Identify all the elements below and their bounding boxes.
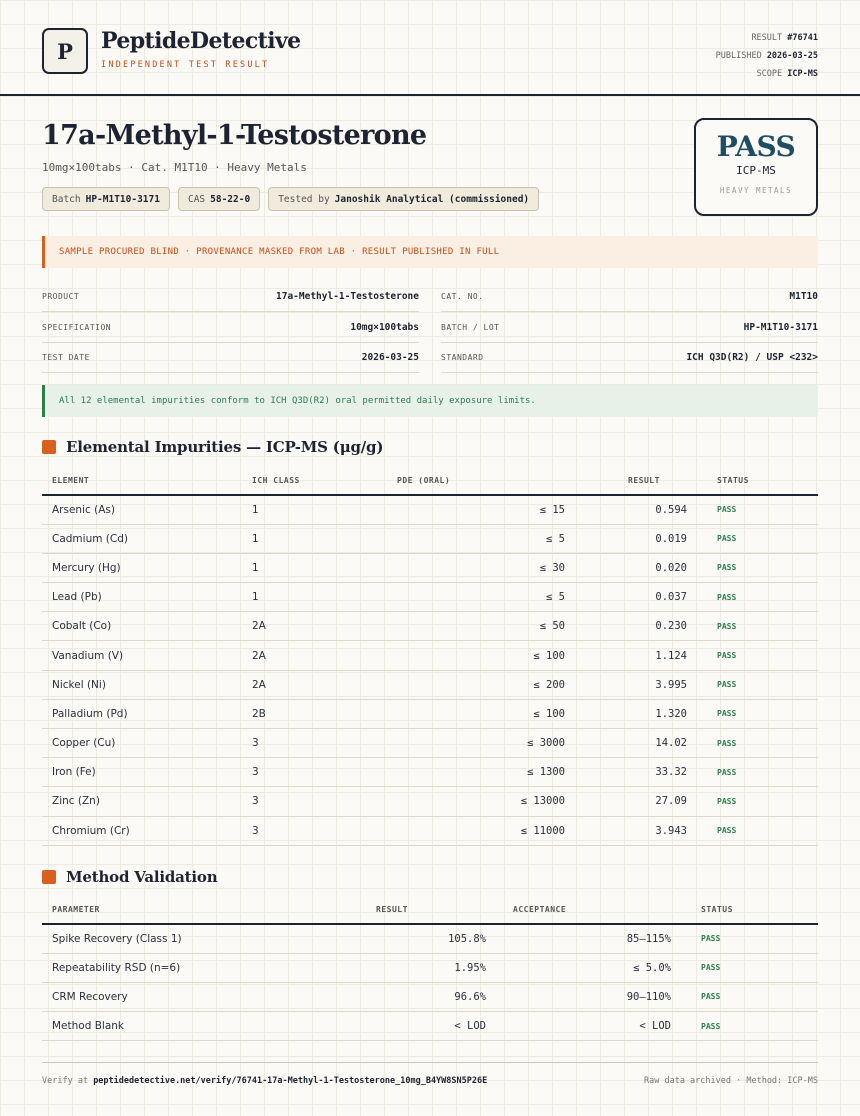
result-cell: 0.020: [575, 553, 697, 582]
result-cell: 1.320: [575, 699, 697, 728]
pass-stamp: [694, 118, 818, 216]
status-badge: PASS: [681, 953, 818, 982]
pde-cell: ≤ 100: [347, 641, 575, 670]
info-label: TEST DATE: [42, 352, 90, 362]
acceptance-cell: ≤ 5.0%: [496, 953, 681, 982]
table-row: [42, 583, 818, 612]
table-row: [42, 699, 818, 728]
table-row: [42, 670, 818, 699]
acceptance-cell: 90–110%: [496, 982, 681, 1011]
col-header: PARAMETER: [42, 896, 356, 924]
col-header: STATUS: [697, 467, 818, 495]
table-row: [42, 553, 818, 582]
status-badge: PASS: [697, 787, 818, 816]
stamp-category: HEAVY METALS: [719, 186, 793, 195]
table-row: [42, 729, 818, 758]
pde-cell: ≤ 200: [347, 670, 575, 699]
element-cell: Iron (Fe): [42, 758, 242, 787]
result-cell: < LOD: [356, 1012, 496, 1041]
archive-note: Raw data archived · Method: ICP-MS: [644, 1076, 818, 1086]
chip-value: HP-M1T10-3171: [85, 193, 160, 205]
info-batch-lot: [441, 312, 818, 343]
pde-cell: ≤ 1300: [347, 758, 575, 787]
table-row: [42, 982, 818, 1011]
logo-letter: P: [57, 38, 73, 64]
result-cell: 96.6%: [356, 982, 496, 1011]
section-title-text: Elemental Impurities — ICP-MS (μg/g): [66, 438, 384, 456]
table-row: [42, 816, 818, 845]
table-header-row: [42, 896, 818, 924]
element-cell: Cadmium (Cd): [42, 524, 242, 553]
element-cell: Copper (Cu): [42, 729, 242, 758]
cas-chip: [178, 187, 260, 211]
status-badge: PASS: [681, 924, 818, 953]
info-value: M1T10: [789, 290, 818, 302]
validation-section-title: [42, 868, 217, 886]
impurities-body: [42, 495, 818, 845]
stamp-verdict: PASS: [716, 130, 796, 163]
info-specification: [42, 312, 419, 343]
result-cell: 0.037: [575, 583, 697, 612]
parameter-cell: Repeatability RSD (n=6): [42, 953, 356, 982]
col-header: RESULT: [356, 896, 496, 924]
verify-label: Verify at: [42, 1076, 89, 1086]
notice-text: SAMPLE PROCURED BLIND · PROVENANCE MASKED FROM LAB · RESULT PUBLISHED IN FULL: [59, 247, 500, 257]
result-cell: 27.09: [575, 787, 697, 816]
impurities-section-title: [42, 438, 383, 456]
info-product: [42, 281, 419, 312]
status-badge: PASS: [697, 816, 818, 845]
logo: [42, 28, 88, 74]
pde-cell: ≤ 100: [347, 699, 575, 728]
element-cell: Lead (Pb): [42, 583, 242, 612]
acceptance-cell: 85–115%: [496, 924, 681, 953]
info-value: ICH Q3D(R2) / USP <232>: [686, 351, 818, 363]
brand-name: PeptideDetective: [101, 28, 301, 54]
stamp-method: ICP-MS: [736, 164, 776, 177]
brand-tagline: INDEPENDENT TEST RESULT: [101, 60, 270, 70]
result-cell: 1.95%: [356, 953, 496, 982]
report-meta: [716, 29, 818, 83]
conformance-text: All 12 elemental impurities conform to ICH Q3D(R2) oral permitted daily exposure limits.: [59, 396, 536, 406]
parameter-cell: Spike Recovery (Class 1): [42, 924, 356, 953]
pde-cell: ≤ 11000: [347, 816, 575, 845]
element-cell: Zinc (Zn): [42, 787, 242, 816]
batch-chip: [42, 187, 170, 211]
table-row: [42, 924, 818, 953]
table-row: [42, 758, 818, 787]
element-cell: Vanadium (V): [42, 641, 242, 670]
product-subtitle: 10mg×100tabs · Cat. M1T10 · Heavy Metals: [42, 161, 307, 174]
meta-scope-label: SCOPE: [756, 69, 783, 79]
status-badge: PASS: [697, 495, 818, 524]
info-label: CAT. NO.: [441, 291, 484, 301]
verify-link[interactable]: peptidedetective.net/verify/76741-17a-Methyl-1-Testosterone_10mg_B4YW8SN5P26E: [93, 1076, 488, 1086]
chip-value: 58-22-0: [210, 193, 251, 205]
ich-class-cell: 3: [242, 787, 347, 816]
page-title: 17a-Methyl-1-Testosterone: [42, 120, 427, 151]
pde-cell: ≤ 5: [347, 583, 575, 612]
status-badge: PASS: [697, 641, 818, 670]
info-standard: [441, 342, 818, 373]
status-badge: PASS: [681, 982, 818, 1011]
result-cell: 0.594: [575, 495, 697, 524]
meta-published-value: 2026-03-25: [766, 51, 818, 61]
ich-class-cell: 2A: [242, 612, 347, 641]
col-header: ELEMENT: [42, 467, 242, 495]
status-badge: PASS: [697, 670, 818, 699]
info-label: PRODUCT: [42, 291, 80, 301]
status-badge: PASS: [697, 553, 818, 582]
info-cat-no: [441, 281, 818, 312]
status-badge: PASS: [697, 612, 818, 641]
pde-cell: ≤ 30: [347, 553, 575, 582]
status-badge: PASS: [697, 758, 818, 787]
status-badge: PASS: [697, 729, 818, 758]
chip-label: Tested by: [278, 193, 330, 205]
table-row: [42, 641, 818, 670]
report-footer: [42, 1062, 818, 1086]
meta-scope: [716, 65, 818, 83]
element-cell: Cobalt (Co): [42, 612, 242, 641]
status-badge: PASS: [697, 583, 818, 612]
info-test-date: [42, 342, 419, 373]
impurities-table: [42, 467, 818, 846]
table-row: [42, 612, 818, 641]
chip-value: Janoshik Analytical (commissioned): [334, 193, 530, 205]
parameter-cell: CRM Recovery: [42, 982, 356, 1011]
procurement-notice: [42, 236, 818, 268]
chip-label: CAS: [187, 193, 206, 205]
pde-cell: ≤ 5: [347, 524, 575, 553]
info-label: STANDARD: [441, 352, 484, 362]
table-row: [42, 524, 818, 553]
status-badge: PASS: [697, 699, 818, 728]
info-label: BATCH / LOT: [441, 322, 500, 332]
result-cell: 33.32: [575, 758, 697, 787]
info-value: 17a-Methyl-1-Testosterone: [276, 290, 419, 302]
result-cell: 0.019: [575, 524, 697, 553]
col-header: PDE (ORAL): [347, 467, 575, 495]
meta-result-value: #76741: [787, 33, 818, 43]
verify-line: [42, 1076, 487, 1086]
table-header-row: [42, 467, 818, 495]
info-value: 10mg×100tabs: [350, 321, 419, 333]
table-row: [42, 1012, 818, 1041]
col-header: RESULT: [575, 467, 697, 495]
info-label: SPECIFICATION: [42, 322, 112, 332]
table-row: [42, 495, 818, 524]
ich-class-cell: 1: [242, 583, 347, 612]
ich-class-cell: 1: [242, 495, 347, 524]
ich-class-cell: 2B: [242, 699, 347, 728]
ich-class-cell: 3: [242, 758, 347, 787]
chip-label: Batch: [52, 193, 81, 205]
pde-cell: ≤ 13000: [347, 787, 575, 816]
lab-chip: [268, 187, 539, 211]
chip-row: [42, 187, 539, 211]
report-header: [0, 0, 860, 96]
element-cell: Arsenic (As): [42, 495, 242, 524]
meta-result-label: RESULT: [751, 33, 783, 43]
result-cell: 3.943: [575, 816, 697, 845]
result-cell: 14.02: [575, 729, 697, 758]
validation-table: [42, 896, 818, 1041]
pde-cell: ≤ 15: [347, 495, 575, 524]
result-cell: 3.995: [575, 670, 697, 699]
status-badge: PASS: [681, 1012, 818, 1041]
result-cell: 0.230: [575, 612, 697, 641]
ich-class-cell: 3: [242, 816, 347, 845]
ich-class-cell: 1: [242, 553, 347, 582]
parameter-cell: Method Blank: [42, 1012, 356, 1041]
info-value: 2026-03-25: [361, 351, 419, 363]
element-cell: Chromium (Cr): [42, 816, 242, 845]
element-cell: Palladium (Pd): [42, 699, 242, 728]
ich-class-cell: 3: [242, 729, 347, 758]
status-badge: PASS: [697, 524, 818, 553]
element-cell: Mercury (Hg): [42, 553, 242, 582]
col-header: STATUS: [681, 896, 818, 924]
section-title-text: Method Validation: [66, 868, 218, 886]
section-marker: [42, 870, 56, 884]
validation-body: [42, 924, 818, 1041]
section-marker: [42, 440, 56, 454]
pde-cell: ≤ 50: [347, 612, 575, 641]
table-row: [42, 787, 818, 816]
table-row: [42, 953, 818, 982]
result-cell: 105.8%: [356, 924, 496, 953]
ich-class-cell: 1: [242, 524, 347, 553]
pde-cell: ≤ 3000: [347, 729, 575, 758]
col-header: ACCEPTANCE: [496, 896, 681, 924]
meta-result: [716, 29, 818, 47]
element-cell: Nickel (Ni): [42, 670, 242, 699]
ich-class-cell: 2A: [242, 670, 347, 699]
meta-scope-value: ICP-MS: [787, 69, 818, 79]
ich-class-cell: 2A: [242, 641, 347, 670]
result-cell: 1.124: [575, 641, 697, 670]
conformance-banner: [42, 385, 818, 417]
meta-published: [716, 47, 818, 65]
meta-published-label: PUBLISHED: [715, 51, 762, 61]
col-header: ICH CLASS: [242, 467, 347, 495]
acceptance-cell: < LOD: [496, 1012, 681, 1041]
info-value: HP-M1T10-3171: [743, 321, 818, 333]
